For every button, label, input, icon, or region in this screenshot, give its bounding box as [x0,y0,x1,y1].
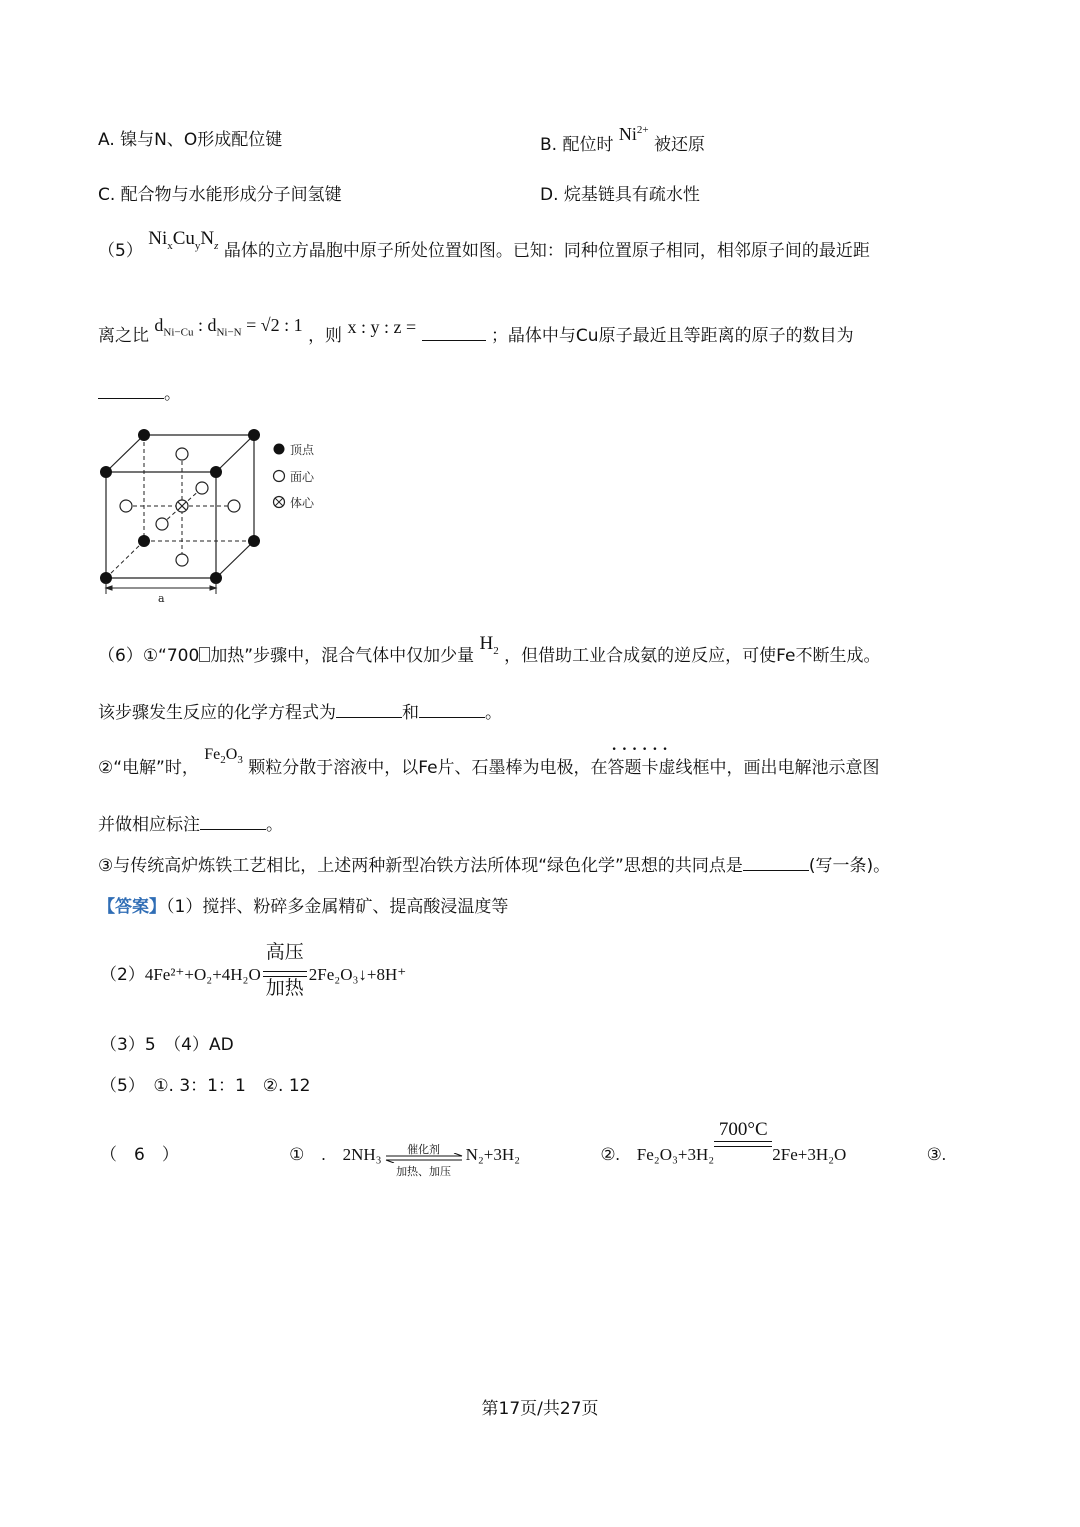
answer-tag: 【答案】 [98,897,166,917]
q5-distance-ratio: $d_{Ni-Cu}$ : $d_{Ni-N} = √2$ : 1 [154,315,303,339]
q5-line3: 。 [98,383,181,405]
unit-cell-diagram [96,420,336,610]
q6-blank-4[interactable] [743,856,809,871]
missing-glyph-box [199,647,210,662]
q5-blank-2[interactable] [98,384,164,399]
q6-line4: 并做相应标注 。 [98,815,283,835]
q5-line1-text: 晶体的立方晶胞中原子所处位置如图。已知：同种位置原子相同，相邻原子间的最近距 [223,241,870,261]
q5-blank-1[interactable] [422,326,486,341]
answer-2: （2）4Fe²⁺+O₂+4H₂O 高压 加热 2Fe₂O₃↓+8H⁺ [100,941,407,1000]
q5-line2-prefix: 离之比 [98,326,149,346]
q5-xyz: x : y : z = [347,317,417,337]
q6-blank-eq2[interactable] [419,703,485,718]
q5-number: （5） [98,241,143,261]
answer-6: （ 6 ） ① . 2NH₃ 催化剂 加热、加压 N₂+3H₂ ②. Fe₂O₃+3H₂ 700°C 2Fe+3H₂O ③. [100,1119,947,1179]
answer-5: （5） ①. 3：1：1 ②. 12 [100,1076,311,1096]
option-b-suffix: 被还原 [654,135,706,155]
answer-1: 【答案】（1）搅拌、粉碎多金属精矿、提高酸浸温度等 [98,897,509,917]
q5-formula: $Ni_xCu_yN_z$ [148,228,219,252]
legend-vertex: 顶点 [290,443,315,457]
q6-line5: ③与传统高炉炼铁工艺相比，上述两种新型冶铁方法所体现“绿色化学”思想的共同点是 (写一条)。 [98,856,891,876]
option-b-ion: $Ni^{2+}$ [618,124,649,144]
q5-then: ，则 [308,326,343,346]
q6-blank-eq1[interactable] [336,703,402,718]
option-b [540,124,706,156]
option-d: D. 烷基链具有疏水性 [540,185,700,205]
option-b-prefix: B. 配位时 [540,135,614,155]
answer-6-condition-700: 700°C [714,1145,772,1167]
option-c: C. 配合物与水能形成分子间氢键 [98,185,342,205]
q6-blank-3[interactable] [200,815,266,830]
answer-6-reversible-arrow: 催化剂 加热、加压 [382,1145,466,1167]
body-center-atom [176,500,188,512]
answer-3-4: （3）5 （4）AD [100,1035,234,1055]
legend-body: 体心 [290,496,315,510]
q6-fe2o3: $Fe_2O_3$ [204,746,243,767]
q6-line3: ②“电解”时， $Fe_2O_3$ 颗粒分散于溶液中，以Fe片、石墨棒为电极，在• • • 答题卡虚线框中，画出电解池示意图 [98,757,880,785]
q5-line2-suffix: ；晶体中与Cu原子最近且等距离的原子的数目为 [490,326,854,346]
q6-line1: （6）①“700 加热”步骤中，混合气体中仅加少量 $H_2$ ，但借助工业合成氨的逆反应，可使Fe不断生成。 [98,633,881,666]
answer-2-condition: 高压 加热 [263,965,307,987]
q5-line2 [98,315,854,354]
q6-h2: $H_2$ [479,633,499,657]
q5-line1 [98,228,870,269]
option-a: A. 镍与N、O形成配位键 [98,130,283,150]
q6-emphasis-dotted: • • • 答题卡虚线框 [608,757,710,779]
q6-line2: 该步骤发生反应的化学方程式为 和 。 [98,703,502,723]
page-footer: 第17页/共27页 [481,1399,599,1419]
edge-label: a [158,592,165,605]
legend-face: 面心 [290,470,315,484]
